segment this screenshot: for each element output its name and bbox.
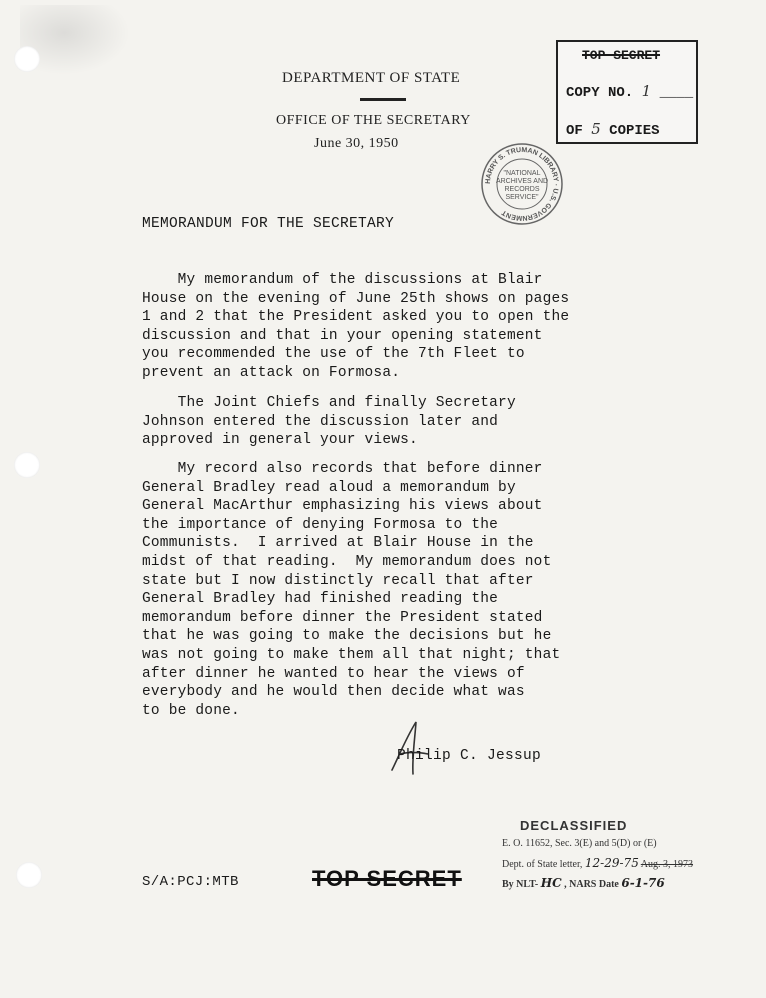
memo-title: MEMORANDUM FOR THE SECRETARY <box>142 216 395 232</box>
dept-letter-line <box>502 856 693 870</box>
nars-handwritten-date: 6-1-76 <box>621 876 665 890</box>
copies-total-handwritten: 5 <box>591 120 601 138</box>
memo-paragraph-1: My memorandum of the discussions at Blair House on the evening of June 25th shows on pages 1 and 2 that the President asked you to open the discussion and that in your opening statement you recommended the use of the 7th Fleet to prevent an attack on Formosa. <box>142 272 570 381</box>
archives-seal-stamp <box>480 142 564 226</box>
dept-letter-handwritten-date: 12-29-75 <box>584 856 639 870</box>
nlt-nars-line <box>502 876 665 890</box>
handwritten-initial-mark <box>388 718 438 776</box>
copy-number-box <box>556 40 698 144</box>
reference-initials: S/A:PCJ:MTB <box>142 874 239 890</box>
punch-hole-middle <box>14 452 40 478</box>
of-label: OF <box>566 123 583 139</box>
footer-classification: TOP SECRET <box>312 866 462 891</box>
signature-name: Philip C. Jessup <box>397 748 542 764</box>
punch-hole-bottom <box>16 862 42 888</box>
copy-label: COPY NO. <box>566 85 634 101</box>
seal-line-1: "NATIONAL <box>503 170 541 177</box>
punch-hole-top <box>14 46 40 72</box>
seal-line-3: RECORDS <box>504 186 540 193</box>
copybox-classification: TOP SECRET <box>582 48 661 63</box>
executive-order-line: E. O. 11652, Sec. 3(E) and 5(D) or (E) <box>502 838 657 849</box>
nars-date-label: , NARS Date <box>564 879 619 890</box>
dept-letter-label: Dept. of State letter, <box>502 859 583 870</box>
heading-rule <box>360 98 406 101</box>
seal-ring-text: HARRY S. TRUMAN LIBRARY · U.S. GOVERNMENT <box>484 146 560 222</box>
dept-letter-struck-date: Aug. 3, 1973 <box>640 859 694 870</box>
nlt-label: By NLT- <box>502 879 539 890</box>
seal-line-2: ARCHIVES AND <box>495 178 549 185</box>
copies-label: COPIES <box>609 123 660 139</box>
department-heading: DEPARTMENT OF STATE <box>282 70 461 86</box>
memo-paragraph-3: My record also records that before dinner General Bradley read aloud a memorandum by General MacArthur emphasizing his views about the importance of denying Formosa to the Communists. I arrived at Blair House in the midst of that reading. My memorandum does not state but I now distinctly recall that after General Bradley had finished reading the memorandum before dinner the President stated that he was going to make the decisions but he was not going to make them all that night; that after dinner he wanted to hear the views of everybody and he would then decide what was to be done. <box>142 461 561 719</box>
memo-paragraph-2: The Joint Chiefs and finally Secretary Johnson entered the discussion later and approved in general your views. <box>142 395 516 449</box>
nlt-handwritten-initials: HC <box>540 876 562 890</box>
declassified-title: DECLASSIFIED <box>520 818 628 833</box>
copy-number-line <box>566 82 693 101</box>
copy-number-underline: ____ <box>659 85 694 101</box>
copies-total-line <box>566 120 660 139</box>
memo-date: June 30, 1950 <box>314 136 399 151</box>
office-heading: OFFICE OF THE SECRETARY <box>276 113 471 128</box>
copy-number-handwritten: 1 <box>641 82 652 100</box>
seal-line-4: SERVICE" <box>505 194 539 201</box>
